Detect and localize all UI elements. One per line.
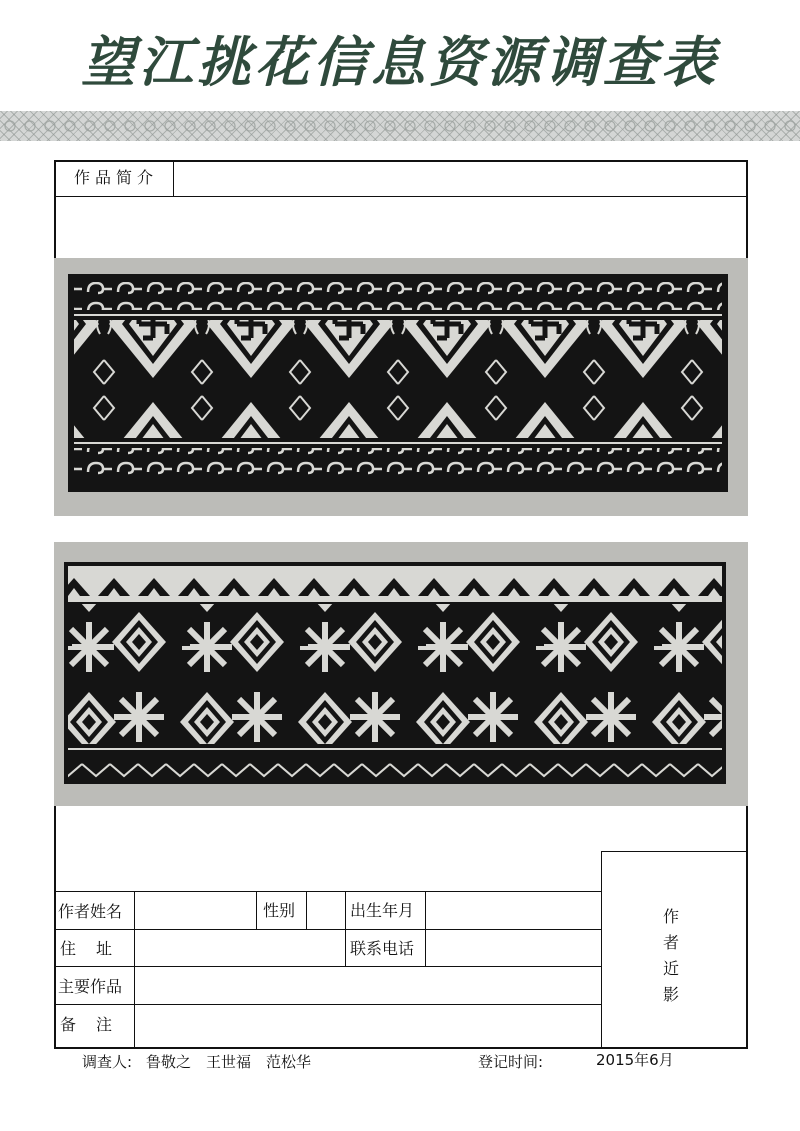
row2-top (54, 929, 602, 930)
gender-label: 性别 (263, 901, 296, 920)
intro-label-divider (173, 160, 174, 196)
embroidery-photo-2 (54, 542, 748, 806)
notes-label: 备 注 (60, 1015, 115, 1034)
label-column-divider (134, 891, 135, 1048)
birth-phone-left (345, 891, 346, 966)
photo-box-top (601, 851, 747, 852)
investigators-label: 调查人: (82, 1053, 133, 1071)
record-time-value: 2015年6月 (596, 1051, 674, 1069)
photo-box-left (601, 851, 602, 1048)
frame-right-upper (746, 160, 748, 260)
investigators-names: 鲁敬之 王世福 范松华 (146, 1053, 312, 1071)
gender-label-left (256, 891, 257, 929)
phone-label: 联系电话 (350, 939, 415, 958)
address-label: 住 址 (60, 939, 115, 958)
record-time-label: 登记时间: (478, 1053, 544, 1071)
frame-left-upper (54, 160, 56, 260)
embroidery-pattern-flower-diamond (54, 542, 748, 806)
intro-label: 作品简介 (74, 168, 159, 187)
gender-label-right (306, 891, 307, 929)
frame-top (54, 160, 748, 162)
birth-phone-right (425, 891, 426, 966)
frame-right-lower (746, 806, 748, 1048)
page-title: 望江挑花信息资源调查表 (81, 30, 719, 94)
author-photo-label: 作者近影 (662, 907, 679, 1004)
decorative-border-band (0, 111, 800, 141)
embroidery-photo-1 (54, 258, 748, 516)
birth-date-label: 出生年月 (350, 901, 415, 920)
frame-left-lower (54, 806, 56, 1048)
author-name-label: 作者姓名 (58, 902, 123, 921)
embroidery-pattern-swastika (54, 258, 748, 516)
main-works-label: 主要作品 (58, 977, 123, 996)
row3-top (54, 966, 602, 967)
row1-top (54, 891, 602, 892)
row4-top (54, 1004, 602, 1005)
intro-row-divider (54, 196, 748, 197)
